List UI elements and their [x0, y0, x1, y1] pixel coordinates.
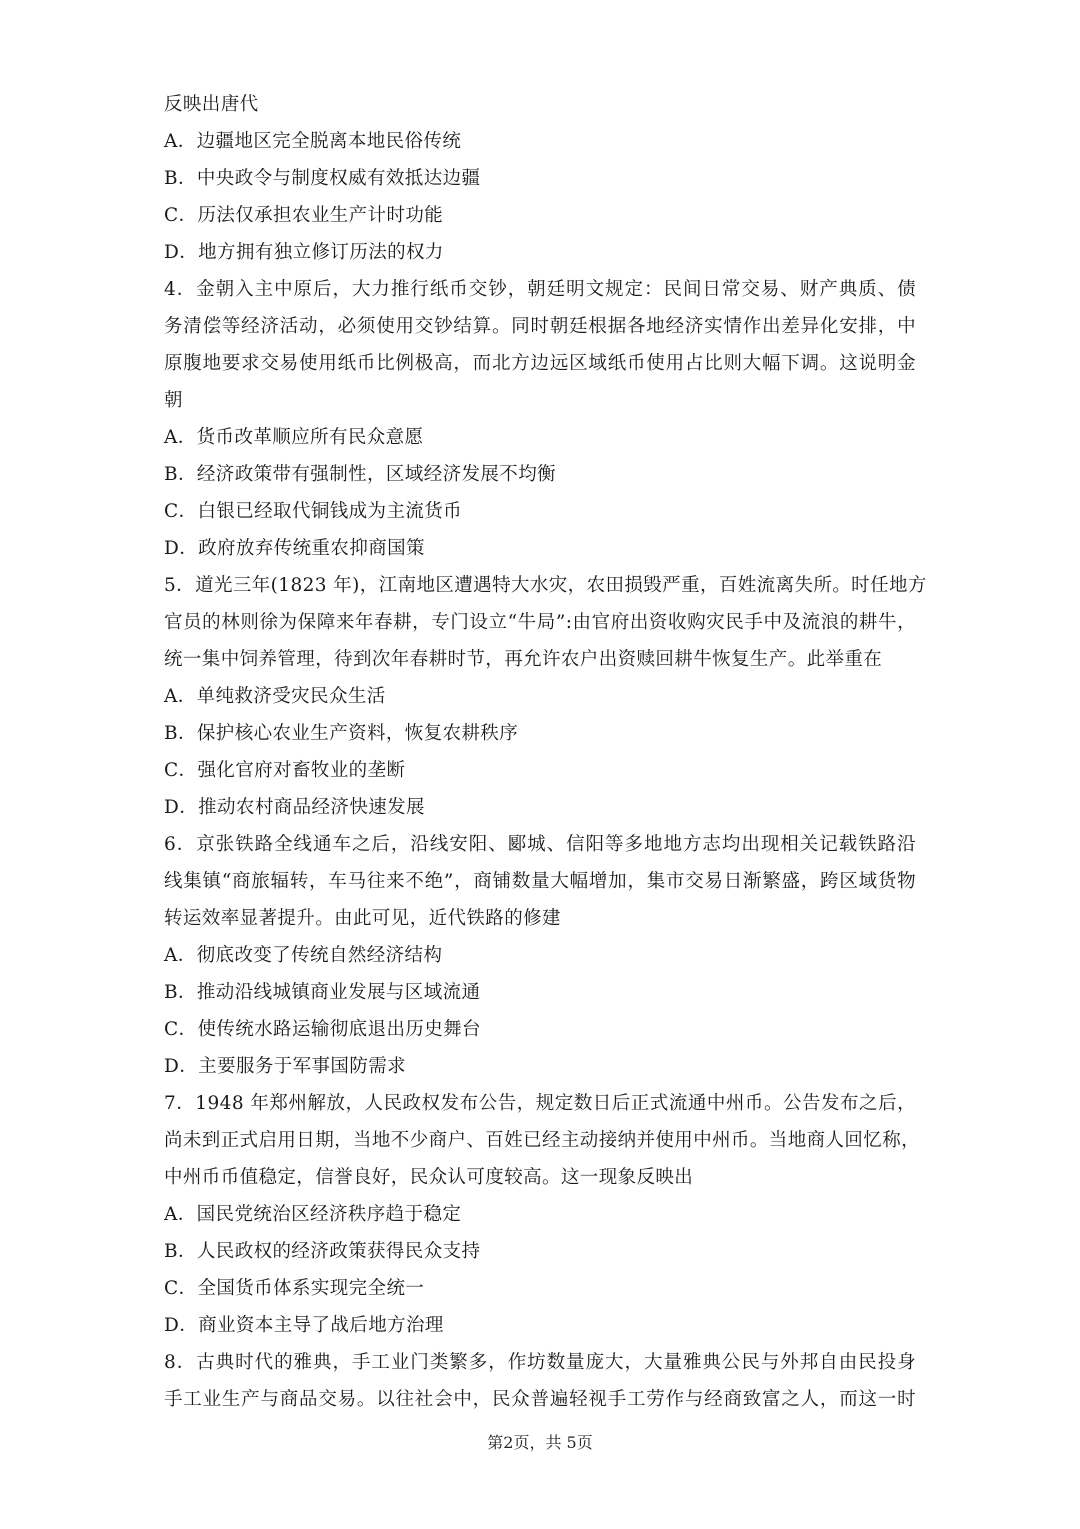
answer-option: D．推动农村商品经济快速发展 — [164, 797, 425, 818]
answer-option: B．中央政令与制度权威有效抵达边疆 — [164, 168, 481, 189]
answer-option: D．主要服务于军事国防需求 — [164, 1056, 407, 1077]
answer-option: A．彻底改变了传统自然经济结构 — [164, 945, 443, 966]
question-text-line: 统一集中饲养管理，待到次年春耕时节，再允许农户出资赎回耕牛恢复生产。此举重在 — [164, 649, 883, 670]
question-text-line: 线集镇“商旅辐转，车马往来不绝”，商铺数量大幅增加，集市交易日渐繁盛，跨区域货物 — [164, 871, 916, 892]
answer-option: C．历法仅承担农业生产计时功能 — [164, 205, 444, 226]
answer-option: D．商业资本主导了战后地方治理 — [164, 1315, 444, 1336]
page-number-footer: 第2页，共 5页 — [487, 1433, 593, 1452]
question-text-line: 官员的林则徐为保障来年春耕，专门设立“牛局”:由官府出资收购灾民手中及流浪的耕牛， — [164, 612, 916, 633]
answer-option: A．单纯救济受灾民众生活 — [164, 686, 386, 707]
question-text-line: 5．道光三年(1823 年)，江南地区遭遇特大水灾，农田损毁严重，百姓流离失所。时任地方 — [164, 575, 927, 596]
question-text-line: 尚未到正式启用日期，当地不少商户、百姓已经主动接纳并使用中州币。当地商人回忆称， — [164, 1130, 921, 1151]
answer-option: C．白银已经取代铜钱成为主流货币 — [164, 501, 463, 522]
answer-option: C．强化官府对畜牧业的垄断 — [164, 760, 406, 781]
question-text-line: 朝 — [164, 390, 183, 411]
question-text-line: 反映出唐代 — [164, 94, 259, 115]
question-text-line: 务清偿等经济活动，必须使用交钞结算。同时朝廷根据各地经济实情作出差异化安排，中 — [164, 316, 916, 337]
question-text-line: 原腹地要求交易使用纸币比例极高，而北方边远区域纸币使用占比则大幅下调。这说明金 — [164, 353, 916, 374]
answer-option: C．全国货币体系实现完全统一 — [164, 1278, 425, 1299]
question-text-line: 转运效率显著提升。由此可见，近代铁路的修建 — [164, 908, 561, 929]
question-text-line: 7．1948 年郑州解放，人民政权发布公告，规定数日后正式流通中州币。公告发布之后， — [164, 1093, 916, 1114]
answer-option: A．货币改革顺应所有民众意愿 — [164, 427, 424, 448]
question-text-line: 4．金朝入主中原后，大力推行纸币交钞，朝廷明文规定：民间日常交易、财产典质、债 — [164, 279, 916, 300]
answer-option: D．地方拥有独立修订历法的权力 — [164, 242, 444, 263]
answer-option: A．国民党统治区经济秩序趋于稳定 — [164, 1204, 462, 1225]
answer-option: C．使传统水路运输彻底退出历史舞台 — [164, 1019, 481, 1040]
answer-option: A．边疆地区完全脱离本地民俗传统 — [164, 131, 462, 152]
question-text-line: 中州币币值稳定，信誉良好，民众认可度较高。这一现象反映出 — [164, 1167, 694, 1188]
question-text-line: 8．古典时代的雅典，手工业门类繁多，作坊数量庞大，大量雅典公民与外邦自由民投身 — [164, 1352, 916, 1373]
answer-option: B．经济政策带有强制性，区域经济发展不均衡 — [164, 464, 556, 485]
exam-page-body — [164, 86, 927, 1418]
answer-option: B．保护核心农业生产资料，恢复农耕秩序 — [164, 723, 519, 744]
answer-option: B．人民政权的经济政策获得民众支持 — [164, 1241, 481, 1262]
question-text-line: 6．京张铁路全线通车之后，沿线安阳、郾城、信阳等多地地方志均出现相关记载铁路沿 — [164, 834, 916, 855]
question-text-line: 手工业生产与商品交易。以往社会中，民众普遍轻视手工劳作与经商致富之人，而这一时 — [164, 1389, 916, 1410]
answer-option: D．政府放弃传统重农抑商国策 — [164, 538, 425, 559]
answer-option: B．推动沿线城镇商业发展与区域流通 — [164, 982, 481, 1003]
